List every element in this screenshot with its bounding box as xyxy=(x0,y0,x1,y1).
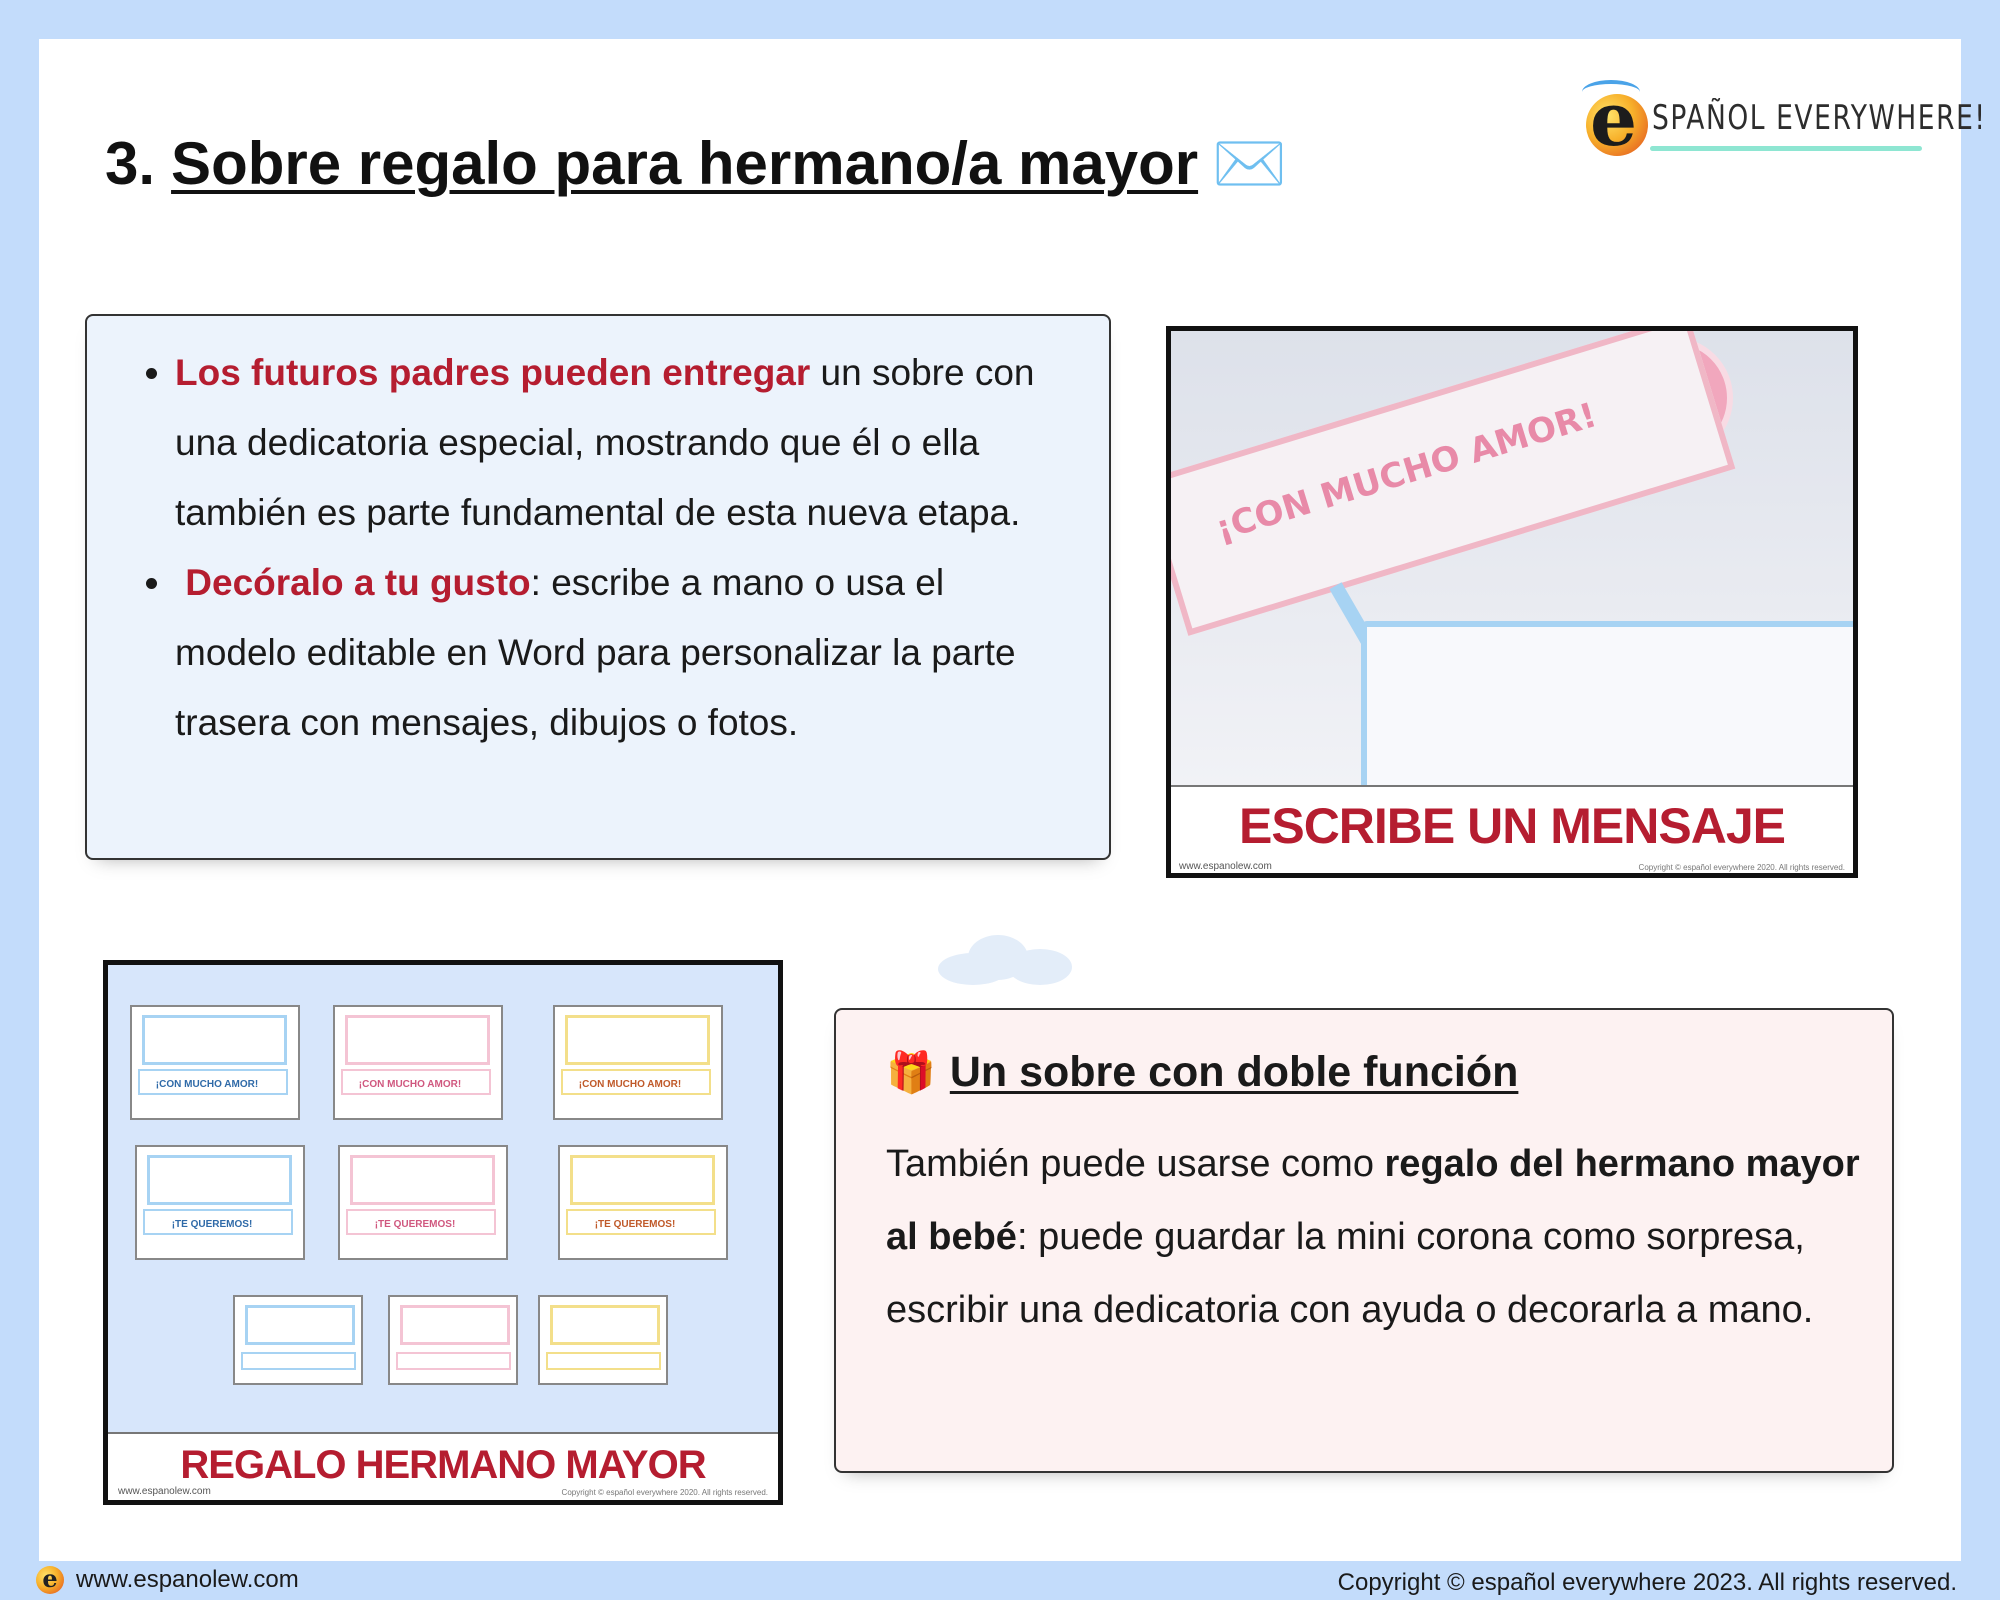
photo-scene xyxy=(1171,331,1853,785)
thumbnail-window xyxy=(345,1015,490,1065)
bullet-list xyxy=(87,316,1109,758)
photo-caption: ESCRIBE UN MENSAJE xyxy=(1239,798,1785,854)
envelope-thumbnail xyxy=(233,1295,363,1385)
photo-write-message xyxy=(1166,326,1858,878)
thumbnail-label: ¡CON MUCHO AMOR! xyxy=(155,1079,259,1090)
photo-caption: REGALO HERMANO MAYOR xyxy=(180,1443,706,1487)
thumbnail-window xyxy=(400,1305,510,1345)
photo-site: www.espanolew.com xyxy=(1179,861,1272,872)
footer-site xyxy=(36,1566,299,1594)
envelope-thumbnail xyxy=(333,1005,503,1120)
envelope-thumbnail xyxy=(538,1295,668,1385)
info-box xyxy=(85,314,1111,860)
list-item xyxy=(175,338,1069,548)
box-body xyxy=(886,1128,1866,1347)
thumbnail-band xyxy=(241,1352,356,1370)
photo-copyright: Copyright © español everywhere 2020. All rights reserved. xyxy=(561,1488,768,1497)
envelope-shape xyxy=(1361,621,1853,785)
thumbnail-label: ¡TE QUEREMOS! xyxy=(594,1219,676,1230)
envelope-thumbnail xyxy=(553,1005,723,1120)
thumbnail-label: ¡TE QUEREMOS! xyxy=(171,1219,253,1230)
box-heading-text: Un sobre con doble función xyxy=(949,1048,1519,1096)
photo-copyright: Copyright © español everywhere 2020. All rights reserved. xyxy=(1638,863,1845,872)
body-bold: regalo del hermano mayor al bebé xyxy=(886,1143,1860,1258)
envelope-thumbnail xyxy=(130,1005,300,1120)
thumbnail-window xyxy=(570,1155,715,1205)
pink-strip xyxy=(1171,331,1735,636)
page-title xyxy=(105,128,1287,199)
envelope-thumbnail xyxy=(338,1145,508,1260)
envelope-icon: ✉️ xyxy=(1212,130,1287,197)
bullet-highlight: Decóralo a tu gusto xyxy=(185,562,531,603)
photo-gift-older-sibling xyxy=(103,960,783,1505)
thumbnail-label: ¡CON MUCHO AMOR! xyxy=(358,1079,462,1090)
footer-copyright: Copyright © español everywhere 2023. All rights reserved. xyxy=(1337,1569,1957,1596)
gift-icon: 🎁 xyxy=(886,1051,936,1095)
thumbnail-window xyxy=(550,1305,660,1345)
envelope-thumbnail xyxy=(135,1145,305,1260)
logo-text: SPAÑOL EVERYWHERE! xyxy=(1652,98,1987,138)
bullet-highlight: Los futuros padres pueden entregar xyxy=(175,352,811,393)
footer-logo-icon: e xyxy=(36,1566,64,1594)
logo-underline xyxy=(1650,146,1922,151)
cloud-decoration xyxy=(938,935,1072,985)
thumbnail-label: ¡CON MUCHO AMOR! xyxy=(578,1079,682,1090)
thumbnail-window xyxy=(245,1305,355,1345)
double-function-box xyxy=(834,1008,1894,1473)
body-text: : puede guardar la mini corona como sorpresa, escribir una dedicatoria con ayuda o decorarla a mano. xyxy=(886,1216,1814,1331)
list-item xyxy=(175,548,1069,758)
bullet-text: : escribe a mano o usa el modelo editable en Word para personalizar la parte trasera con mensajes, dibujos o fotos. xyxy=(175,562,1016,743)
bullet-text: un sobre con una dedicatoria especial, mostrando que él o ella también es parte fundamental de esta nueva etapa. xyxy=(175,352,1035,533)
thumbnail-label: ¡TE QUEREMOS! xyxy=(374,1219,456,1230)
envelope-thumbnail xyxy=(388,1295,518,1385)
thumbnail-band xyxy=(396,1352,511,1370)
brand-logo xyxy=(1580,77,1987,163)
photo-site: www.espanolew.com xyxy=(118,1486,211,1497)
thumbnail-window xyxy=(565,1015,710,1065)
title-text: Sobre regalo para hermano/a mayor xyxy=(171,130,1199,197)
thumbnail-window xyxy=(350,1155,495,1205)
thumbnail-band xyxy=(546,1352,661,1370)
box-heading xyxy=(886,1048,1518,1097)
section-number: 3. xyxy=(105,130,156,197)
thumbnail-window xyxy=(147,1155,292,1205)
strip-text: ¡CON MUCHO AMOR! xyxy=(1211,395,1602,550)
logo-letter: e xyxy=(1590,77,1638,163)
envelope-thumbnail xyxy=(558,1145,728,1260)
body-text: También puede usarse como xyxy=(886,1143,1385,1185)
thumbnail-window xyxy=(142,1015,287,1065)
footer-site-link[interactable]: www.espanolew.com xyxy=(76,1566,299,1593)
